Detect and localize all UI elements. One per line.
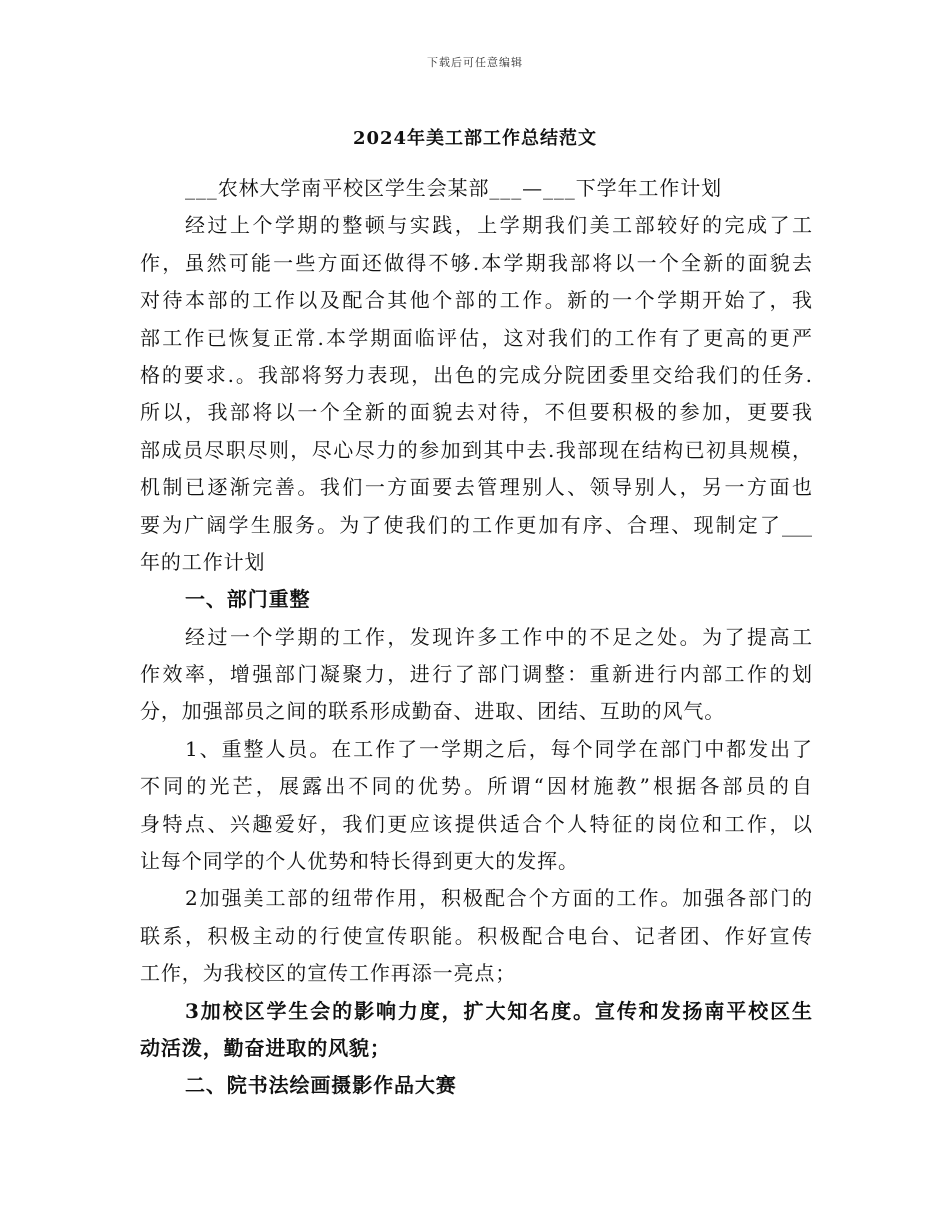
body-text-line: 作效率，增强部门凝聚力，进行了部门调整：重新进行内部工作的划	[140, 662, 812, 687]
body-text-line: 部成员尽职尽则，尽心尽力的参加到其中去.我部现在结构已初具规模，	[140, 437, 812, 462]
section-heading-line: 二、院书法绘画摄影作品大赛	[185, 1073, 457, 1098]
body-text-line: 部工作已恢复正常.本学期面临评估，这对我们的工作有了更高的更严	[140, 325, 812, 350]
section-heading-line: 一、部门重整	[185, 587, 311, 612]
body-text-line: 分，加强部员之间的联系形成勤奋、进取、团结、互助的风气。	[140, 699, 726, 724]
body-text-line: 不同的光芒，展露出不同的优势。所谓“因材施教”根据各部员的自	[140, 774, 812, 799]
body-text-line: 格的要求.。我部将努力表现，出色的完成分院团委里交给我们的任务.	[140, 362, 812, 387]
body-text-line: 要为广阔学生服务。为了使我们的工作更加有序、合理、现制定了___	[140, 512, 812, 537]
body-text-line: 1、重整人员。在工作了一学期之后，每个同学在部门中都发出了	[185, 736, 812, 761]
body-text-line: 所以，我部将以一个全新的面貌去对待，不但要积极的参加，更要我	[140, 400, 812, 425]
body-text-line: 2加强美工部的纽带作用，积极配合个方面的工作。加强各部门的	[185, 886, 812, 911]
section-heading-line: 3加校区学生会的影响力度，扩大知名度。宣传和发扬南平校区生	[185, 998, 812, 1023]
body-text-line: 经过一个学期的工作，发现许多工作中的不足之处。为了提高工	[185, 624, 812, 649]
body-text-line: 身特点、兴趣爱好，我们更应该提供适合个人特征的岗位和工作，以	[140, 811, 812, 836]
body-text-line: 机制已逐渐完善。我们一方面要去管理别人、领导别人，另一方面也	[140, 475, 812, 500]
body-text-line: 年的工作计划	[140, 549, 266, 574]
document-body	[140, 170, 812, 1105]
body-text-line: 让每个同学的个人优势和特长得到更大的发挥。	[140, 849, 579, 874]
body-text-line: 作，虽然可能一些方面还做得不够.本学期我部将以一个全新的面貌去	[140, 250, 812, 275]
header-note: 下载后可任意编辑	[427, 56, 523, 69]
body-text-line: ___农林大学南平校区学生会某部___—___下学年工作计划	[185, 176, 722, 200]
body-text-line: 对待本部的工作以及配合其他个部的工作。新的一个学期开始了，我	[140, 288, 812, 313]
body-text-line: 联系，积极主动的行使宣传职能。积极配合电台、记者团、作好宣传	[140, 923, 812, 948]
body-text-line: 经过上个学期的整顿与实践，上学期我们美工部较好的完成了工	[185, 213, 812, 238]
document-title: 2024年美工部工作总结范文	[352, 128, 598, 149]
body-text-line: 工作，为我校区的宣传工作再添一亮点；	[140, 961, 517, 986]
section-heading-line: 动活泼，勤奋进取的风貌；	[140, 1035, 391, 1060]
